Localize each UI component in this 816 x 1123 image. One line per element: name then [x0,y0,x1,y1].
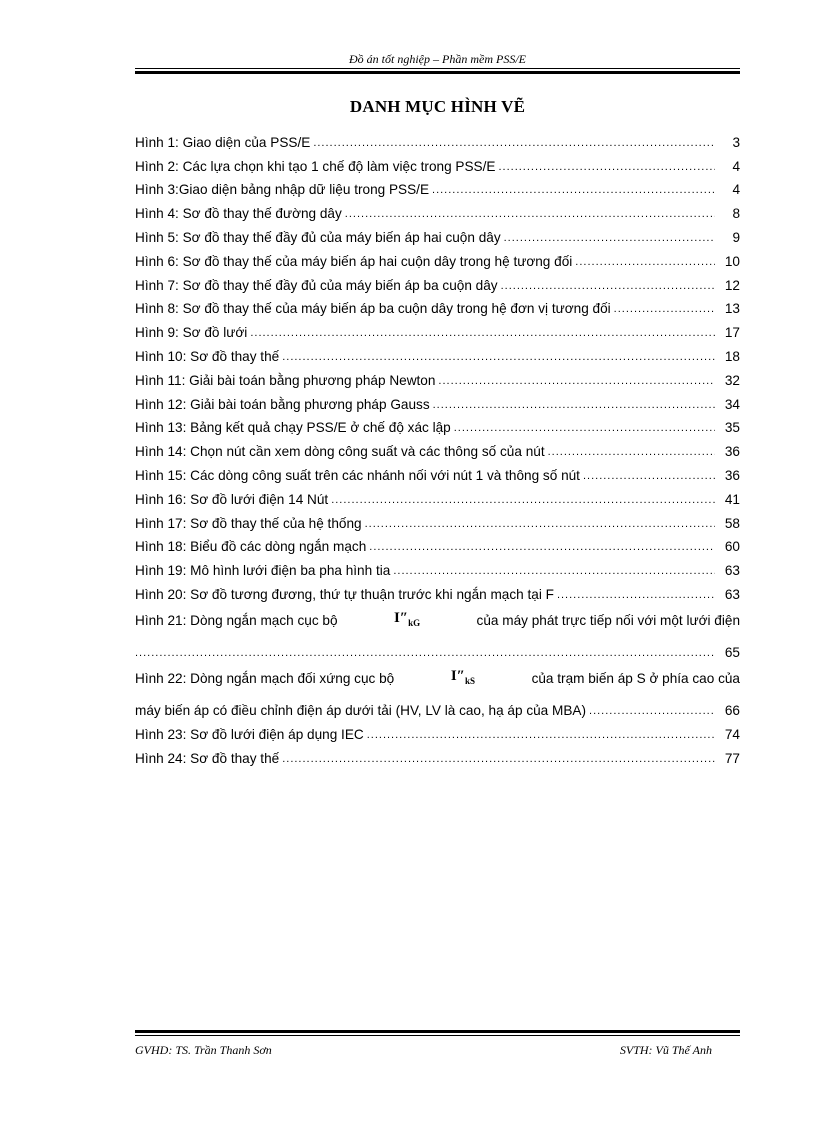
figure-page-number: 4 [732,182,740,198]
leader-dots [367,729,715,742]
figure-page-number: 3 [732,134,740,150]
leader-dots [433,399,715,412]
figure-entry-21-line2[interactable] [135,628,740,660]
leader-dots [583,470,715,483]
leader-dots [135,647,715,660]
figure-entry[interactable] [135,126,740,150]
figure-label: Hình 17: Sơ đồ thay thế của hệ thống [135,515,362,531]
figure-label: Hình 22: Dòng ngắn mạch đối xứng cục bộ [135,670,395,686]
figure-label: Hình 1: Giao diện của PSS/E [135,134,311,150]
leader-dots [557,589,715,602]
figure-entries [135,126,740,602]
figure-entry-22-line1 [135,660,740,686]
figure-label: Hình 8: Sơ đồ thay thế của máy biến áp ba cuộn dây trong hệ đơn vị tương đối [135,301,611,317]
leader-dots [589,705,715,718]
figure-entry[interactable] [135,293,740,317]
figure-page-number: 34 [724,396,740,412]
figure-page-number: 41 [724,491,740,507]
figure-label: Hình 2: Các lựa chọn khi tạo 1 chế độ làm việc trong PSS/E [135,158,496,174]
figure-entry[interactable] [135,221,740,245]
leader-dots [345,208,715,221]
figure-page-number: 10 [724,253,740,269]
leader-dots [548,446,715,459]
figure-label: Hình 20: Sơ đồ tương đương, thứ tự thuận trước khi ngắn mạch tại F [135,586,554,602]
header-rule-thin [135,68,740,69]
figure-entry[interactable] [135,388,740,412]
figure-label: Hình 3:Giao diện bảng nhập dữ liệu trong PSS/E [135,182,430,198]
figure-page-number: 12 [724,277,740,293]
figure-entry[interactable] [135,435,740,459]
figure-label: Hình 18: Biểu đồ các dòng ngắn mạch [135,539,367,555]
figure-label: Hình 5: Sơ đồ thay thế đầy đủ của máy biến áp hai cuộn dây [135,229,501,245]
figure-page-number: 17 [724,325,740,341]
figure-entries-tail [135,718,740,766]
page-header: Đồ án tốt nghiệp – Phần mềm PSS/E [349,52,526,66]
footer-supervisor: GVHD: TS. Trần Thanh Sơn [135,1043,272,1057]
leader-dots [454,422,715,435]
figure-label-cont: của trạm biến áp S ở phía cao của [531,670,740,686]
figure-entry[interactable] [135,742,740,766]
figure-label: Hình 10: Sơ đồ thay thế [135,348,280,364]
current-symbol-ikg: $I''_{kG}$ [393,609,421,628]
figure-entry-21-line1 [135,602,740,628]
figure-entry[interactable] [135,197,740,221]
page-footer [135,1043,740,1058]
figure-page-number: 36 [724,444,740,460]
figure-entry[interactable] [135,718,740,742]
figure-page-number: 18 [724,348,740,364]
figure-entry[interactable] [135,174,740,198]
figure-label: Hình 4: Sơ đồ thay thế đường dây [135,206,342,222]
figure-page-number: 4 [732,158,740,174]
figure-entry[interactable] [135,412,740,436]
figure-list [135,126,740,766]
figure-page-number: 63 [724,586,740,602]
footer-student: SVTH: Vũ Thế Anh [619,1043,712,1057]
figure-entry[interactable] [135,364,740,388]
figure-label: Hình 15: Các dòng công suất trên các nhánh nối với nút 1 và thông số nút [135,467,580,483]
figure-label-cont: của máy phát trực tiếp nối với một lưới điện [476,612,740,628]
figure-entry[interactable] [135,554,740,578]
leader-dots [575,256,715,269]
leader-dots [250,327,715,340]
figure-label: Hình 7: Sơ đồ thay thế đầy đủ của máy biến áp ba cuộn dây [135,277,498,293]
leader-dots [393,565,715,578]
figure-page-number: 60 [724,539,740,555]
figure-entry[interactable] [135,483,740,507]
figure-entry[interactable] [135,245,740,269]
page-title: DANH MỤC HÌNH VẼ [349,97,526,116]
figure-page-number: 36 [724,467,740,483]
figure-label: Hình 23: Sơ đồ lưới điện áp dụng IEC [135,726,364,742]
figure-label: Hình 16: Sơ đồ lưới điện 14 Nút [135,491,329,507]
leader-dots [365,518,715,531]
footer-rule-thin [135,1035,740,1036]
figure-entry-22-line2[interactable] [135,686,740,718]
figure-entry[interactable] [135,316,740,340]
figure-entry[interactable] [135,578,740,602]
figure-entry[interactable] [135,150,740,174]
figure-page-number: 32 [724,372,740,388]
figure-page-number: 77 [724,750,740,766]
figure-page-number: 66 [724,702,740,718]
figure-label: Hình 13: Bảng kết quả chạy PSS/E ở chế độ xác lập [135,420,451,436]
figure-label: Hình 11: Giải bài toán bằng phương pháp Newton [135,372,436,388]
current-symbol-iks: $I''_{kS}$ [450,667,475,686]
figure-label: Hình 14: Chọn nút cần xem dòng công suất và các thông số của nút [135,444,545,460]
footer-rule-thick [135,1030,740,1033]
figure-label: Hình 6: Sơ đồ thay thế của máy biến áp hai cuộn dây trong hệ tương đối [135,253,573,269]
figure-page-number: 74 [724,726,740,742]
figure-page-number: 9 [732,229,740,245]
figure-entry[interactable] [135,340,740,364]
figure-entry[interactable] [135,269,740,293]
leader-dots [282,351,715,364]
leader-dots [504,232,715,245]
figure-page-number: 13 [724,301,740,317]
leader-dots [282,753,715,766]
figure-page-number: 65 [724,644,740,660]
leader-dots [313,137,715,150]
figure-entry[interactable] [135,531,740,555]
leader-dots [614,303,715,316]
figure-page-number: 8 [732,206,740,222]
figure-entry[interactable] [135,459,740,483]
leader-dots [438,375,715,388]
header-rule-thick [135,71,740,74]
leader-dots [501,280,715,293]
figure-label: Hình 9: Sơ đồ lưới [135,325,248,341]
leader-dots [369,541,715,554]
leader-dots [498,161,715,174]
figure-entry[interactable] [135,507,740,531]
figure-label: Hình 19: Mô hình lưới điện ba pha hình tia [135,563,391,579]
figure-page-number: 58 [724,515,740,531]
figure-page-number: 63 [724,563,740,579]
figure-page-number: 35 [724,420,740,436]
leader-dots [331,494,715,507]
figure-label: Hình 21: Dòng ngắn mạch cục bộ [135,612,338,628]
figure-label: Hình 12: Giải bài toán bằng phương pháp Gauss [135,396,430,412]
figure-label: Hình 24: Sơ đồ thay thế [135,750,280,766]
leader-dots [432,184,715,197]
figure-label: máy biến áp có điều chỉnh điện áp dưới tải (HV, LV là cao, hạ áp của MBA) [135,702,587,718]
